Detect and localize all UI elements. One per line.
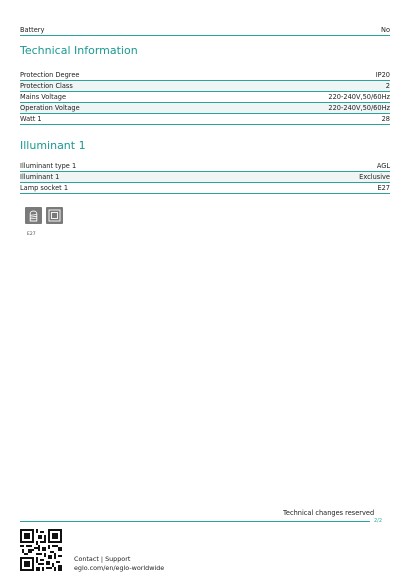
row-label: Illuminant type 1 <box>20 162 77 170</box>
row-label: Lamp socket 1 <box>20 184 69 192</box>
battery-row <box>20 25 390 36</box>
spec-row-watt <box>20 114 390 125</box>
row-value: IP20 <box>375 71 390 79</box>
contact-support-link[interactable]: Contact | Support <box>74 555 131 563</box>
eglo-website-link[interactable]: eglo.com/en/eglo-worldwide <box>74 563 165 572</box>
protection-class-2-icon <box>46 207 63 224</box>
footer-divider <box>20 521 370 522</box>
technical-changes-note: Technical changes reserved <box>283 509 375 517</box>
row-value: 220-240V,50/60Hz <box>328 104 390 112</box>
spec-row-mains-voltage <box>20 92 390 103</box>
row-label: Protection Class <box>20 82 73 90</box>
row-value: E27 <box>377 184 390 192</box>
qr-code <box>20 529 62 571</box>
row-value: Exclusive <box>359 173 390 181</box>
row-value: No <box>381 26 390 34</box>
row-label: Watt 1 <box>20 115 42 123</box>
section-title-illuminant: Illuminant 1 <box>20 139 86 152</box>
row-label: Protection Degree <box>20 71 80 79</box>
row-label: Mains Voltage <box>20 93 67 101</box>
bulb-e27-icon <box>25 207 42 224</box>
row-label: Operation Voltage <box>20 104 80 112</box>
spec-row-lamp-socket <box>20 183 390 194</box>
spec-row-protection-degree <box>20 70 390 81</box>
spec-row-protection-class <box>20 81 390 92</box>
page-number: 2/2 <box>374 518 383 524</box>
row-value: 28 <box>381 115 390 123</box>
icon-caption-e27: E27 <box>27 232 36 237</box>
spec-row-illuminant <box>20 172 390 183</box>
contact-block <box>74 555 164 572</box>
row-value: 2 <box>385 82 390 90</box>
row-label: Battery <box>20 26 45 34</box>
row-value: AGL <box>376 162 390 170</box>
row-label: Illuminant 1 <box>20 173 60 181</box>
section-title-technical: Technical Information <box>20 44 138 57</box>
spec-row-operation-voltage <box>20 103 390 114</box>
row-value: 220-240V,50/60Hz <box>328 93 390 101</box>
spec-row-illuminant-type <box>20 161 390 172</box>
